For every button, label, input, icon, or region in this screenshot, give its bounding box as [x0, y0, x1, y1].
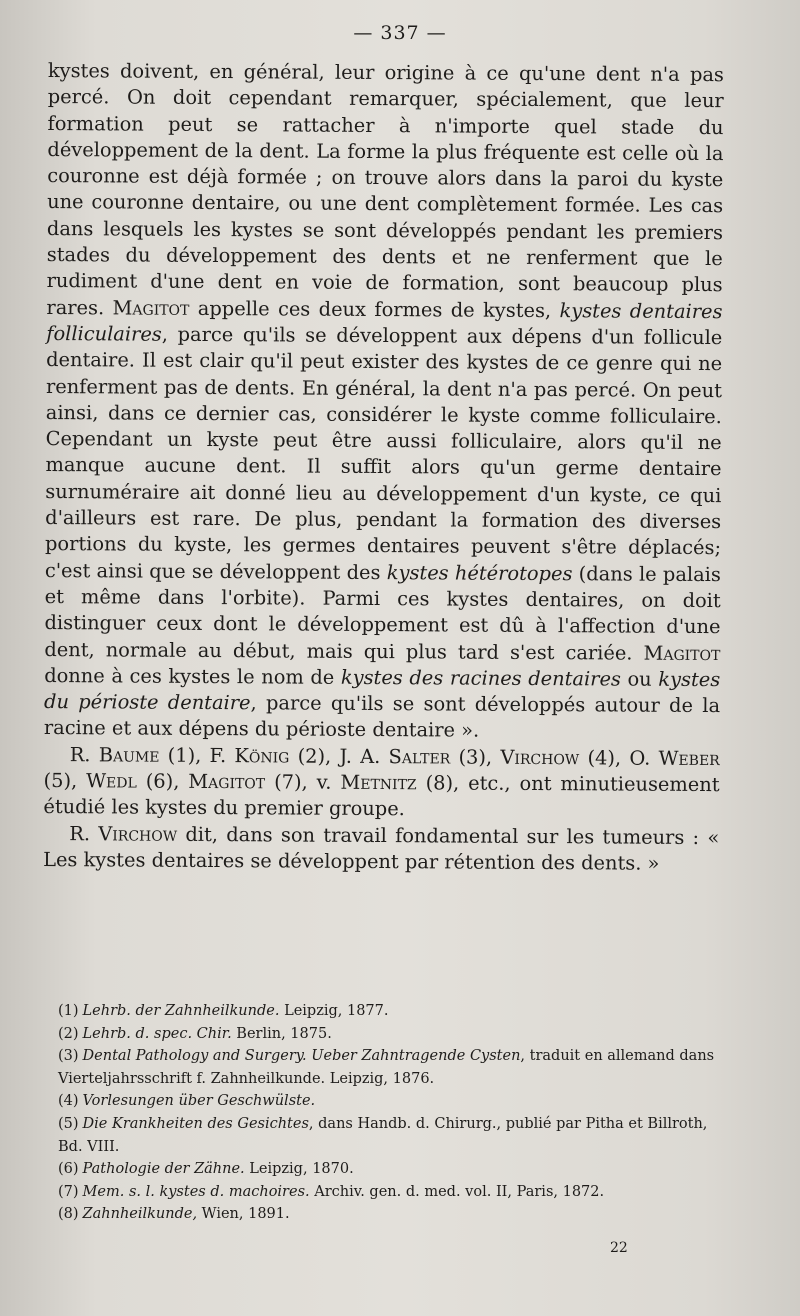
body-text [43, 58, 724, 877]
footnote-title: Lehrb. d. spec. Chir. [82, 1025, 232, 1042]
text-run: appelle ces deux formes de kystes, [189, 296, 560, 322]
footnote-title: Die Krankheiten des Gesichtes [82, 1115, 309, 1132]
footnote-reference: , dans Handb. d. Chirurg., publié par Pitha et Billroth, Bd. VIII. [58, 1115, 708, 1155]
author-name: Magitot [112, 296, 190, 320]
author-name: Weber [658, 746, 720, 770]
footnote-reference: Archiv. gen. d. med. vol. II, Paris, 1872. [309, 1183, 605, 1200]
author-name: Salter [388, 744, 451, 769]
footnote-number: (5) [58, 1115, 79, 1132]
text-run: (3), [450, 745, 501, 769]
text-run: donne à ces kystes le nom de [44, 663, 341, 689]
footnote-title: Lehrb. der Zahnheilkunde. [82, 1003, 280, 1019]
text-run: R. [69, 742, 99, 767]
author-name: Magitot [188, 769, 266, 794]
italic-term: kystes du périoste dentaire [43, 667, 721, 715]
footnote-number: (4) [58, 1093, 79, 1110]
footnote-number: (2) [58, 1025, 79, 1042]
paragraph [43, 821, 719, 878]
text-run: , parce qu'ils se sont développés autour de la racine et aux dépens du périoste dentaire ». [43, 691, 721, 743]
footnote [58, 1113, 722, 1158]
footnote-reference: , traduit en allemand dans Vierteljahrsschrift f. Zahnheilkunde. Leipzig, 1876. [58, 1048, 715, 1087]
author-name: Wedl [86, 769, 137, 793]
italic-term: kystes dentaires folliculaires [46, 298, 723, 346]
footnote-number: (8) [58, 1206, 79, 1223]
footnote-reference: Wien, 1891. [197, 1206, 290, 1223]
text-run: (dans le palais et même dans l'orbite). Parmi ces kystes dentaires, on doit distinguer ceux dont le développement est dû à l'affection d'une dent, normale au début, mais qui plus tard s'est cariée. [44, 561, 721, 665]
author-name: Virchow [98, 821, 178, 846]
text-run: , parce qu'ils se développent aux dépens d'un follicule dentaire. Il est clair qu'il peut exister des kystes de ce genre qui ne renferment pas de dents. En général, la dent n'a pas percé. On peut ainsi, dans ce dernier cas, considérer le kyste comme folliculaire. Cependant un kyste peut être aussi folliculaire, alors qu'il ne manque aucune dent. Il suffit alors qu'un germe dentaire surnuméraire ait donné lieu au développement d'un kyste, ce qui d'ailleurs est rare. De plus, pendant la formation des diverses portions du kyste, les germes dentaires peuvent s'être déplacés; c'est ainsi que se développent des [44, 322, 723, 584]
footnote-reference: Leipzig, 1870. [244, 1161, 354, 1178]
text-run: (8), etc., ont minutieusement étudié les kystes du premier groupe. [43, 771, 720, 821]
text-run: R. [69, 821, 99, 845]
page-number: — 337 — [353, 22, 447, 44]
text-run: dit, dans son travail fondamental sur les tumeurs : « Les kystes dentaires se développent par rétention des dents. » [43, 822, 720, 875]
footnote [58, 1203, 722, 1226]
footnotes [58, 1000, 722, 1226]
footnote-number: (1) [58, 1003, 79, 1019]
footnote-title: Mem. s. l. kystes d. machoires. [82, 1183, 310, 1200]
text-run: (6), [136, 769, 189, 793]
footnote [58, 1000, 722, 1023]
footnote-title: Zahnheilkunde, [82, 1206, 198, 1223]
italic-term: kystes des racines dentaires [340, 665, 621, 691]
footnote [58, 1158, 722, 1181]
footnote-reference: Leipzig, 1877. [279, 1003, 389, 1019]
footnote-number: (7) [58, 1183, 79, 1200]
paragraph [43, 742, 719, 825]
text-run: kystes doivent, en général, leur origine à ce qu'une dent n'a pas percé. On doit cependant remarquer, spécialement, que leur formation peut se rattacher à n'importe quel stade du développement de la dent. La forme la plus fréquente est celle où la couronne est déjà formée ; on trouve alors dans la paroi du kyste une couronne dentaire, ou une dent complètement formée. Les cas dans lesquels les kystes se sont développés pendant les premiers stades du développement des dents et ne renferment que le rudiment d'une dent en voie de formation, sont beaucoup plus rares. [46, 58, 724, 320]
text-run: ou [620, 667, 659, 691]
footnote-title: Dental Pathology and Surgery. Ueber Zahntragende Cysten [82, 1048, 521, 1065]
author-name: König [234, 743, 290, 768]
author-name: Metnitz [340, 770, 417, 795]
author-name: Magitot [643, 641, 721, 665]
paragraph [44, 58, 724, 746]
footnote [58, 1023, 722, 1046]
author-name: Baume [98, 743, 160, 767]
footnote-reference: Berlin, 1875. [231, 1025, 332, 1042]
text-run: (4), O. [579, 745, 659, 770]
footnote-number: (3) [58, 1048, 79, 1065]
footnote-number: (6) [58, 1161, 79, 1178]
text-run: (2), J. A. [289, 744, 389, 768]
footnote [58, 1090, 722, 1113]
footnote-title: Vorlesungen über Geschwülste. [82, 1093, 316, 1110]
text-run: (5), [43, 769, 87, 793]
footnote [58, 1181, 722, 1204]
italic-term: kystes hétérotopes [386, 560, 573, 585]
signature-mark: 22 [610, 1240, 628, 1256]
text-run: (7), v. [265, 770, 341, 794]
author-name: Virchow [500, 745, 580, 769]
text-run: (1), F. [159, 743, 235, 767]
footnote-title: Pathologie der Zähne. [82, 1161, 245, 1178]
footnote [58, 1045, 722, 1090]
